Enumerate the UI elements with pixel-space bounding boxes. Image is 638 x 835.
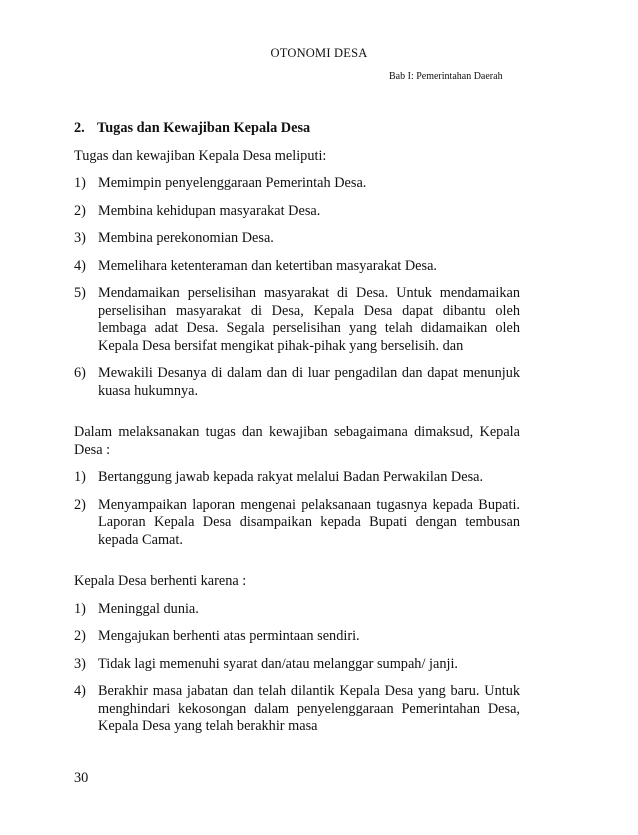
list-marker: 3) [74, 655, 86, 672]
section-number: 2. [74, 120, 85, 136]
list-marker: 3) [74, 230, 86, 246]
spacer [74, 559, 520, 573]
responsibilities-intro: Dalam melaksanakan tugas dan kewajiban sebagaimana dimaksud, Kepala Desa : [74, 424, 520, 458]
list-marker: 2) [74, 628, 86, 644]
list-item-text: Menyampaikan laporan mengenai pelaksanaan tugasnya kepada Bupati. Laporan Kepala Desa disampaikan kepada Bupati dengan tembusan kepada Camat. [98, 496, 520, 548]
list-item [74, 628, 520, 646]
page-number: 30 [74, 770, 89, 786]
list-item-text: Memimpin penyelenggaraan Pemerintah Desa. [98, 175, 367, 191]
list-item [74, 601, 520, 619]
list-marker: 2) [74, 496, 86, 513]
list-marker: 1) [74, 469, 86, 485]
list-marker: 5) [74, 285, 86, 301]
list-item [74, 285, 520, 355]
list-item-text: Meninggal dunia. [98, 600, 199, 617]
list-item-text: Berakhir masa jabatan dan telah dilantik Kepala Desa yang baru. Untuk menghindari kekosongan dalam penyelenggaraan Pemerintahan Desa, Kepala Desa yang telah berakhir masa [98, 683, 520, 734]
list-marker: 4) [74, 257, 86, 274]
list-item-text: Membina perekonomian Desa. [98, 230, 274, 246]
list-item [74, 203, 520, 221]
running-header-chapter: Bab I: Pemerintahan Daerah [389, 71, 503, 82]
page-body [74, 120, 520, 746]
list-item-text: Membina kehidupan masyarakat Desa. [98, 202, 321, 219]
list-item-text: Memelihara ketenteraman dan ketertiban masyarakat Desa. [98, 257, 437, 274]
list-item-text: Mendamaikan perselisihan masyarakat di Desa. Untuk mendamaikan perselisihan masyarakat di Desa, Kepala Desa dapat dibantu oleh lembaga adat Desa. Segala perselisihan yang telah didamaikan oleh Kepala Desa bersifat mengikat pihak-pihak yang berselisih. dan [98, 285, 520, 354]
section-intro: Tugas dan kewajiban Kepala Desa meliputi: [74, 147, 327, 164]
list-item [74, 175, 520, 193]
duties-list [74, 175, 520, 400]
list-item-text: Mewakili Desanya di dalam dan di luar pengadilan dan dapat menunjuk kuasa hukumnya. [98, 365, 520, 399]
running-header-title: OTONOMI DESA [270, 46, 368, 60]
list-item [74, 656, 520, 674]
list-item-text: Tidak lagi memenuhi syarat dan/atau melanggar sumpah/ janji. [98, 655, 458, 672]
list-marker: 1) [74, 600, 86, 617]
spacer [74, 410, 520, 424]
list-item [74, 469, 520, 487]
list-item [74, 258, 520, 276]
list-marker: 6) [74, 365, 86, 381]
section-title: Tugas dan Kewajiban Kepala Desa [97, 120, 311, 136]
list-item-text: Mengajukan berhenti atas permintaan sendiri. [98, 628, 360, 644]
list-marker: 1) [74, 175, 86, 191]
termination-list [74, 601, 520, 736]
list-marker: 2) [74, 202, 86, 219]
termination-intro: Kepala Desa berhenti karena : [74, 573, 247, 589]
section-heading [74, 120, 520, 138]
list-marker: 4) [74, 683, 86, 699]
list-item-text: Bertanggung jawab kepada rakyat melalui Badan Perwakilan Desa. [98, 469, 484, 485]
list-item [74, 497, 520, 550]
responsibilities-list [74, 469, 520, 549]
list-item [74, 365, 520, 400]
list-item [74, 683, 520, 736]
list-item [74, 230, 520, 248]
